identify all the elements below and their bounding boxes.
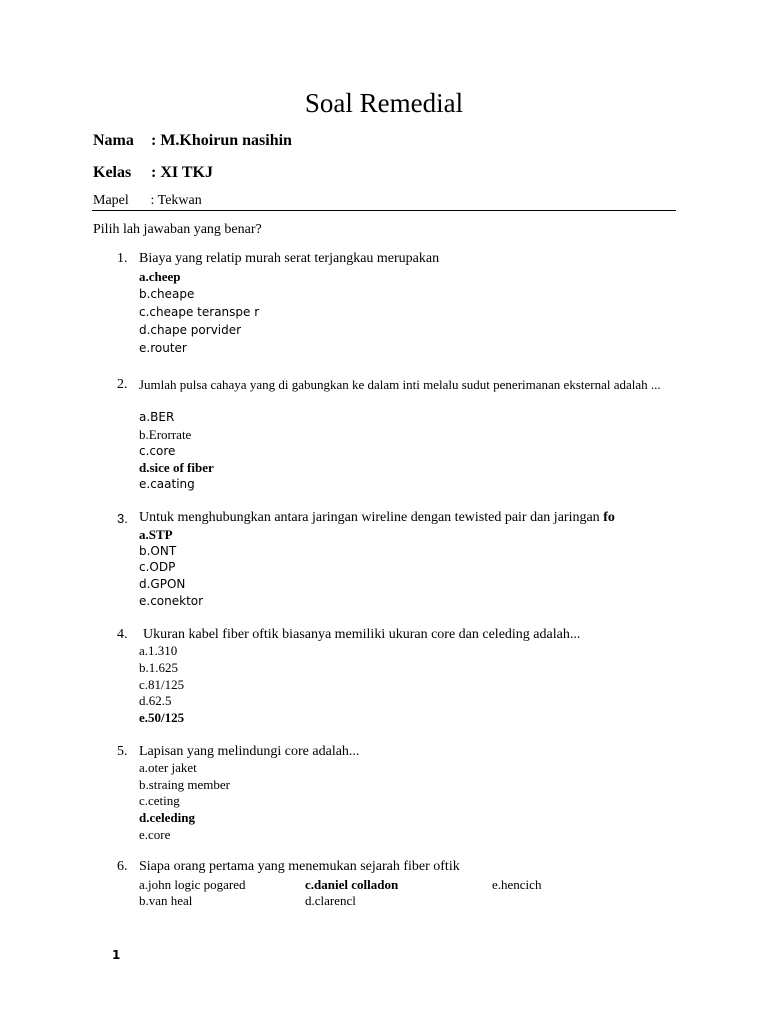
- question-number: 6.: [117, 859, 128, 874]
- question-number: 3.: [117, 511, 128, 526]
- option-e: e.conektor: [139, 594, 204, 608]
- option-a: a.cheep: [139, 269, 181, 284]
- option-d: d.celeding: [139, 810, 195, 825]
- question-number: 1.: [117, 251, 128, 266]
- mapel-label: Mapel: [93, 193, 129, 208]
- page-title: Soal Remedial: [304, 88, 464, 118]
- option-a: a.oter jaket: [139, 760, 197, 775]
- nama-label: Nama: [93, 132, 134, 149]
- kelas-value: : XI TKJ: [151, 164, 213, 181]
- option-e: e.core: [139, 827, 171, 842]
- option-c: c.81/125: [139, 677, 185, 692]
- question-text-tail: fo: [603, 510, 615, 525]
- option-c: c.daniel colladon: [305, 877, 399, 892]
- question-text: Ukuran kabel fiber oftik biasanya memiliki ukuran core dan celeding adalah...: [143, 627, 581, 642]
- mapel-value: : Tekwan: [150, 193, 202, 208]
- option-d: d.GPON: [139, 577, 186, 591]
- question-text: Siapa orang pertama yang menemukan sejarah fiber oftik: [139, 859, 460, 874]
- question-text: Jumlah pulsa cahaya yang di gabungkan ke dalam inti melalu sudut penerimanan eksternal adalah ...: [139, 377, 661, 392]
- question-number: 5.: [117, 744, 128, 759]
- option-e: e.router: [139, 341, 187, 355]
- option-b: b.van heal: [139, 893, 193, 908]
- option-a: a.STP: [139, 527, 173, 542]
- question-text: Biaya yang relatip murah serat terjangkau merupakan: [139, 251, 440, 266]
- instruction: Pilih lah jawaban yang benar?: [93, 222, 262, 237]
- option-b: b.Erorrate: [139, 427, 192, 442]
- option-d: d.sice of fiber: [139, 460, 214, 475]
- header-divider: [92, 210, 676, 211]
- option-c: c.ceting: [139, 793, 180, 808]
- option-b: b.cheape: [139, 287, 195, 301]
- option-c: c.cheape teranspe r: [139, 305, 260, 319]
- option-d: d.62.5: [139, 693, 172, 708]
- kelas-label: Kelas: [93, 164, 132, 181]
- nama-row: [93, 132, 292, 150]
- option-a: a.BER: [139, 410, 175, 424]
- option-a: a.john logic pogared: [139, 877, 246, 892]
- option-b: b.1.625: [139, 660, 178, 675]
- option-b: b.ONT: [139, 544, 177, 558]
- kelas-row: [93, 164, 213, 182]
- question-text: Lapisan yang melindungi core adalah...: [139, 744, 360, 759]
- option-c: c.core: [139, 444, 176, 458]
- nama-value: : M.Khoirun nasihin: [151, 132, 292, 149]
- page-number: 1: [112, 948, 121, 962]
- option-a: a.1.310: [139, 643, 178, 658]
- question-number: 4.: [117, 627, 128, 642]
- option-e: e.caating: [139, 477, 195, 491]
- option-d: d.clarencl: [305, 893, 356, 908]
- option-d: d.chape porvider: [139, 323, 242, 337]
- option-e: e.hencich: [492, 877, 542, 892]
- question-text-main: Untuk menghubungkan antara jaringan wireline dengan tewisted pair dan jaringan: [139, 510, 600, 525]
- option-e: e.50/125: [139, 710, 185, 725]
- question-number: 2.: [117, 377, 128, 392]
- question-text: [139, 509, 615, 526]
- option-b: b.straing member: [139, 777, 230, 792]
- option-c: c.ODP: [139, 560, 176, 574]
- mapel-row: [93, 193, 202, 209]
